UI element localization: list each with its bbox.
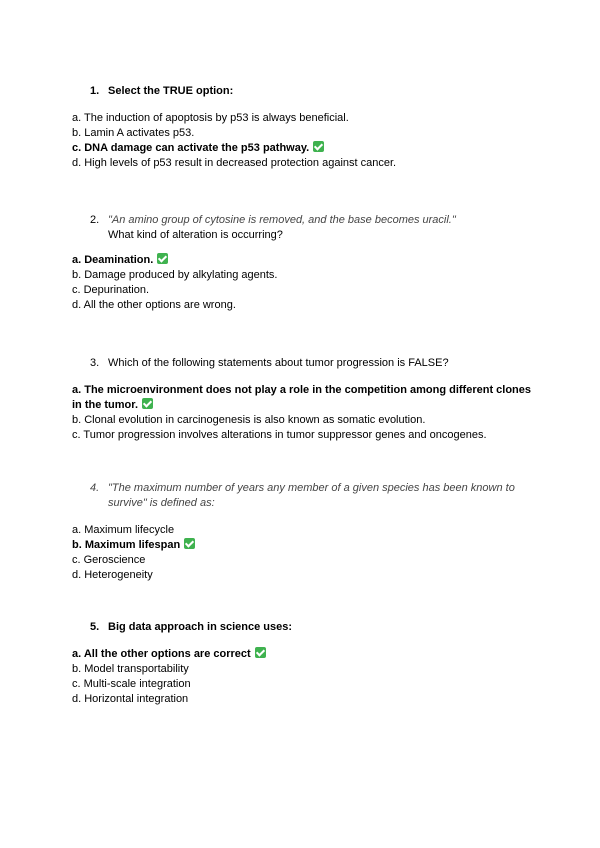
question-4: [0, 481, 600, 583]
option-2a-text: a. Deamination.: [72, 254, 154, 266]
option-2a: [72, 253, 532, 268]
option-1d: d. High levels of p53 result in decreased protection against cancer.: [72, 157, 397, 169]
option-3b: b. Clonal evolution in carcinogenesis is also known as somatic evolution.: [72, 414, 426, 426]
question-4-prompt: "The maximum number of years any member of a given species has been known to survive" is defined as:: [108, 482, 515, 509]
question-1-header: [92, 84, 532, 99]
check-mark-icon: [142, 398, 153, 409]
check-mark-icon: [255, 647, 266, 658]
check-mark-icon: [184, 538, 195, 549]
option-3a: [72, 383, 532, 413]
option-4b: [72, 538, 532, 553]
question-2-header: [92, 213, 532, 243]
question-3-prompt: Which of the following statements about tumor progression is FALSE?: [108, 357, 449, 369]
question-1: [0, 84, 600, 171]
question-3-options: [72, 383, 532, 443]
option-4b-text: b. Maximum lifespan: [72, 539, 181, 551]
option-5a: [72, 647, 532, 662]
question-1-prompt: Select the TRUE option:: [108, 85, 234, 97]
question-2: [0, 213, 600, 313]
question-3-number: 3.: [90, 357, 100, 369]
option-2d: d. All the other options are wrong.: [72, 299, 236, 311]
question-2-prompt: "An amino group of cytosine is removed, and the base becomes uracil.": [108, 214, 456, 226]
question-1-number: 1.: [90, 85, 100, 97]
option-5a-text: a. All the other options are correct: [72, 648, 251, 660]
option-4d: d. Heterogeneity: [72, 569, 153, 581]
question-3-header: [92, 356, 532, 371]
option-2c: c. Depurination.: [72, 284, 150, 296]
option-1c: [72, 141, 532, 156]
option-1b: b. Lamin A activates p53.: [72, 127, 195, 139]
question-2-options: [72, 253, 532, 313]
option-4a: a. Maximum lifecycle: [72, 524, 175, 536]
question-5-prompt: Big data approach in science uses:: [108, 621, 293, 633]
option-3c: c. Tumor progression involves alterations in tumor suppressor genes and oncogenes.: [72, 429, 487, 441]
option-1a: a. The induction of apoptosis by p53 is always beneficial.: [72, 112, 349, 124]
question-4-header: [92, 481, 532, 511]
question-2-subprompt: What kind of alteration is occurring?: [108, 229, 283, 241]
question-5: [0, 620, 600, 707]
question-4-options: [72, 523, 532, 583]
option-1c-text: c. DNA damage can activate the p53 pathway.: [72, 142, 310, 154]
question-2-number: 2.: [90, 214, 100, 226]
question-1-options: [72, 111, 532, 171]
option-4c: c. Geroscience: [72, 554, 146, 566]
question-3: [0, 356, 600, 443]
option-5d: d. Horizontal integration: [72, 693, 189, 705]
question-5-number: 5.: [90, 621, 100, 633]
question-5-options: [72, 647, 532, 707]
option-5c: c. Multi-scale integration: [72, 678, 191, 690]
question-5-header: [92, 620, 532, 635]
option-3a-text: a. The microenvironment does not play a role in the competition among different clones in the tumor.: [72, 384, 532, 411]
question-4-number: 4.: [90, 482, 100, 494]
option-2b: b. Damage produced by alkylating agents.: [72, 269, 278, 281]
option-5b: b. Model transportability: [72, 663, 189, 675]
check-mark-icon: [157, 253, 168, 264]
check-mark-icon: [313, 141, 324, 152]
